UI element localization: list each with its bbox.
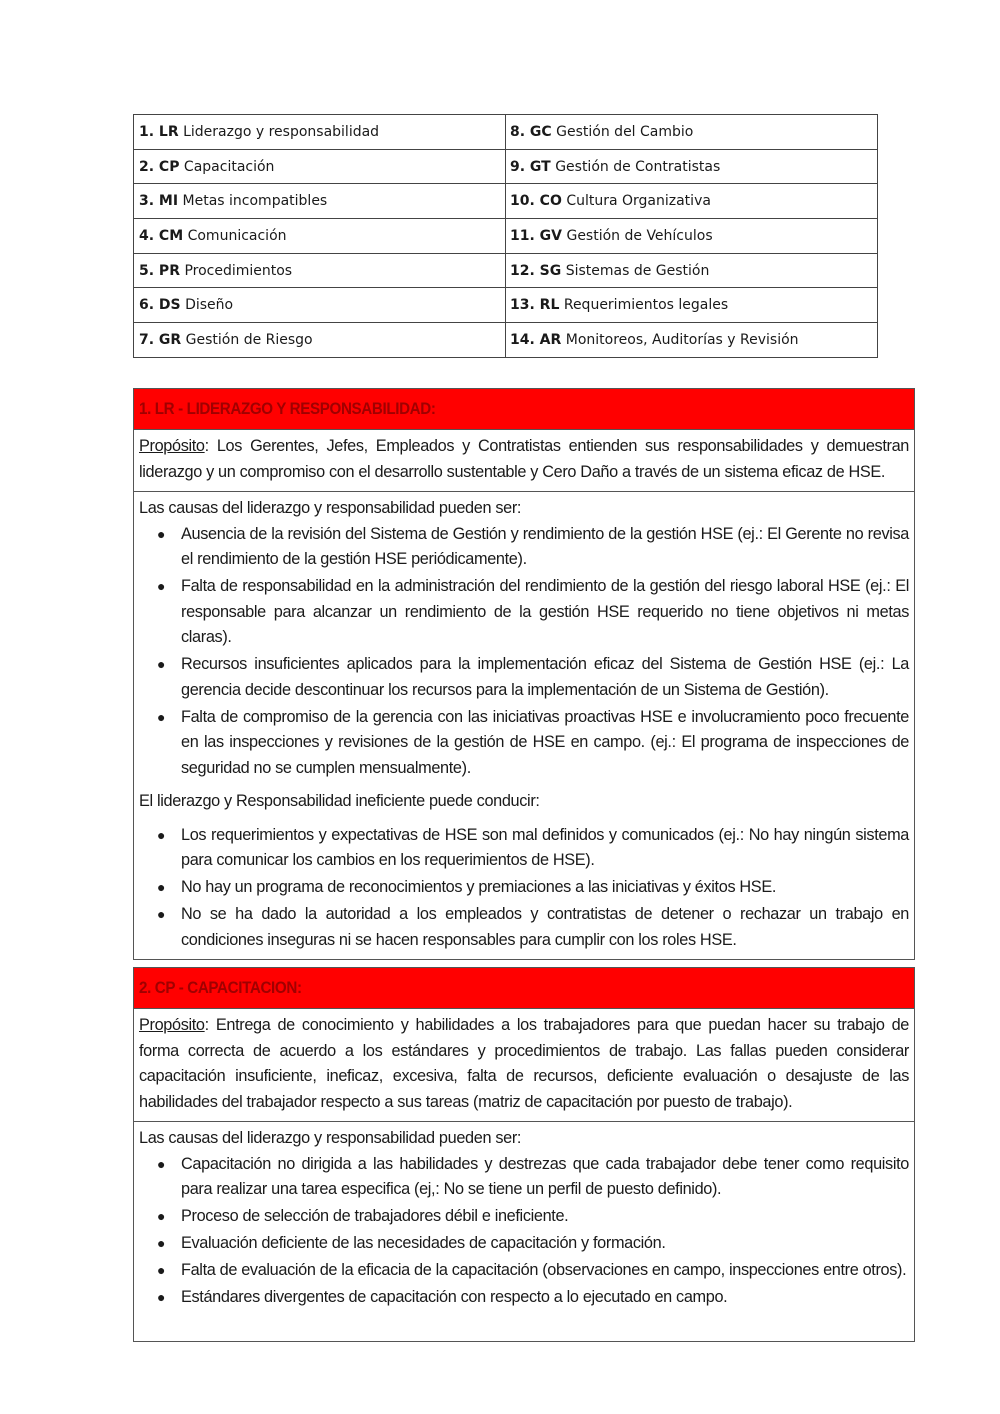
index-cell [506, 115, 878, 150]
index-name: Capacitación [183, 158, 275, 175]
table-row [134, 288, 878, 323]
consequences-list [139, 823, 909, 954]
purpose-text: : Entrega de conocimiento y habilidades a los trabajadores para que puedan hacer su trabajo de forma correcta de acuerdo a los estándares y procedimientos de trabajo. Las fallas pueden considerar capacitación insuficiente, ineficaz, excesiva, falta de recursos, deficiente evaluación o desajuste de las habilidades del trabajador respecto a sus tareas (matriz de capacitación por puesto de trabajo). [139, 1016, 909, 1111]
list-item: ● Falta de evaluación de la eficacia de la capacitación (observaciones en campo, inspecciones entre otros). [157, 1261, 907, 1279]
index-code: 11. GV [510, 227, 563, 244]
list-item: ● Evaluación deficiente de las necesidades de capacitación y formación. [157, 1234, 666, 1252]
causes-list [139, 1152, 909, 1311]
list-item: ● Recursos insuficientes aplicados para la implementación eficaz del Sistema de Gestión HSE (ej.: La gerencia decide descontinuar los recursos para la implementación de un Sistema de Gestión). [157, 655, 909, 699]
purpose-block [134, 430, 914, 492]
section-cp [133, 967, 915, 1342]
index-code: 8. GC [510, 123, 552, 140]
table-row [134, 184, 878, 219]
index-code: 5. PR [139, 262, 180, 279]
index-name: Diseño [185, 297, 234, 314]
table-row [134, 323, 878, 358]
index-name: Cultura Organizativa [566, 193, 711, 210]
causes-block [134, 1122, 914, 1316]
index-code: 10. CO [510, 193, 562, 210]
list-item: ● No hay un programa de reconocimientos y premiaciones a las iniciativas y éxitos HSE. [157, 878, 777, 896]
index-cell [134, 219, 506, 254]
index-code: 12. SG [510, 262, 562, 279]
section-title: 2. CP - CAPACITACION: [139, 978, 302, 997]
index-cell [506, 323, 878, 358]
index-name: Gestión de Riesgo [185, 331, 313, 348]
index-code: 14. AR [510, 331, 562, 348]
index-name: Monitoreos, Auditorías y Revisión [565, 331, 799, 348]
list-item: ● Los requerimientos y expectativas de HSE son mal definidos y comunicados (ej.: No hay ningún sistema para comunicar los cambios en los requerimientos de HSE). [157, 825, 909, 869]
index-code: 13. RL [510, 297, 560, 314]
index-cell [134, 115, 506, 150]
purpose-label: Propósito [139, 437, 205, 455]
index-code: 6. DS [139, 297, 181, 314]
list-item: ● Estándares divergentes de capacitación con respecto a lo ejecutado en campo. [157, 1288, 728, 1306]
index-code: 3. MI [139, 193, 179, 210]
causes-intro: Las causas del liderazgo y responsabilidad pueden ser: [139, 1129, 522, 1147]
table-row [134, 115, 878, 150]
index-cell [506, 288, 878, 323]
causes-intro: Las causas del liderazgo y responsabilidad pueden ser: [139, 499, 522, 517]
category-index-table [133, 114, 878, 358]
list-item: ● Ausencia de la revisión del Sistema de Gestión y rendimiento de la gestión HSE (ej.: El Gerente no revisa el rendimiento de la gestión HSE periódicamente). [157, 524, 909, 568]
index-code: 9. GT [510, 158, 551, 175]
index-name: Liderazgo y responsabilidad [183, 123, 380, 140]
consequences-intro: El liderazgo y Responsabilidad ineficiente puede conducir: [139, 792, 540, 810]
index-cell [506, 184, 878, 219]
index-cell [506, 149, 878, 184]
causes-block [134, 492, 914, 959]
table-row [134, 253, 878, 288]
list-item: ● No se ha dado la autoridad a los empleados y contratistas de detener o rechazar un trabajo en condiciones inseguras ni se hacen responsables para cumplir con los roles HSE. [157, 905, 909, 949]
index-cell [134, 323, 506, 358]
section-title: 1. LR - LIDERAZGO Y RESPONSABILIDAD: [139, 399, 436, 418]
list-item: ● Falta de responsabilidad en la administración del rendimiento de la gestión del riesgo laboral HSE (ej.: El responsable para alcanzar un rendimiento de la gestión HSE requerido no tiene objetivos ni metas claras). [157, 577, 909, 646]
index-cell [506, 219, 878, 254]
purpose-label: Propósito [139, 1016, 205, 1034]
index-code: 4. CM [139, 227, 184, 244]
section-header [134, 968, 914, 1009]
index-code: 1. LR [139, 123, 179, 140]
index-cell [134, 149, 506, 184]
index-cell [134, 184, 506, 219]
index-name: Gestión de Vehículos [566, 227, 713, 244]
section-lr [133, 388, 915, 960]
index-cell [134, 288, 506, 323]
purpose-block [134, 1009, 914, 1122]
index-cell [506, 253, 878, 288]
list-item: ● Capacitación no dirigida a las habilidades y destrezas que cada trabajador debe tener como requisito para realizar una tarea especifica (ej,: No se tiene un perfil de puesto definido). [157, 1154, 909, 1198]
index-name: Gestión de Contratistas [555, 158, 721, 175]
index-name: Comunicación [187, 227, 287, 244]
index-name: Sistemas de Gestión [565, 262, 710, 279]
table-row [134, 149, 878, 184]
causes-list [139, 522, 909, 782]
index-name: Metas incompatibles [182, 193, 328, 210]
index-code: 7. GR [139, 331, 182, 348]
index-cell [134, 253, 506, 288]
purpose-text: : Los Gerentes, Jefes, Empleados y Contratistas entienden sus responsabilidades y demuestran liderazgo y un compromiso con el desarrollo sustentable y Cero Daño a través de un sistema eficaz de HSE. [139, 437, 909, 481]
index-code: 2. CP [139, 158, 180, 175]
index-name: Requerimientos legales [563, 297, 729, 314]
list-item: ● Falta de compromiso de la gerencia con las iniciativas proactivas HSE e involucramiento poco frecuente en las inspecciones y revisiones de la gestión de HSE en campo. (ej.: El programa de inspecciones de seguridad no se cumplen mensualmente). [157, 707, 909, 777]
list-item: ● Proceso de selección de trabajadores débil e ineficiente. [157, 1207, 569, 1225]
section-header [134, 389, 914, 430]
table-row [134, 219, 878, 254]
index-name: Gestión del Cambio [556, 123, 694, 140]
index-name: Procedimientos [184, 262, 293, 279]
